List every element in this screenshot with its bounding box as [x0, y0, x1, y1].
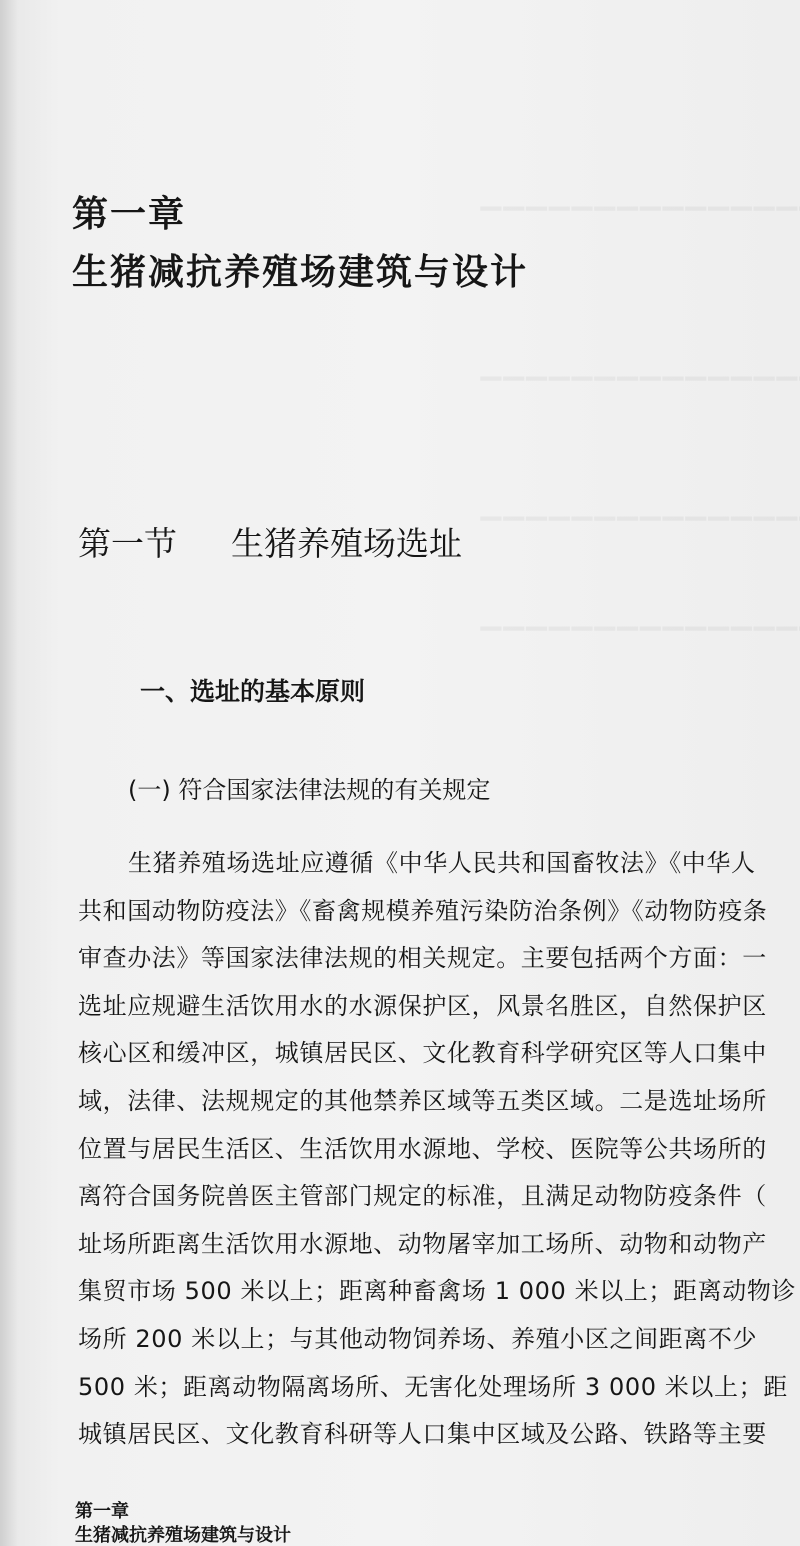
bleed-through-text: [180, 350, 800, 381]
body-line: 集贸市场 500 米以上；距离种畜禽场 1 000 米以上；距离动物诊: [78, 1277, 797, 1306]
footer-chapter-title: 生猪减抗养殖场建筑与设计: [75, 1525, 291, 1546]
page-footer: [75, 1500, 291, 1546]
body-line: 生猪养殖场选址应遵循《中华人民共和国畜牧法》《中华人: [128, 849, 756, 877]
section-title: 生猪养殖场选址: [231, 524, 462, 563]
binding-shadow: [0, 0, 18, 1546]
body-line: 核心区和缓冲区，城镇居民区、文化教育科学研究区等人口集中: [78, 1039, 767, 1068]
body-line: 场所 200 米以上；与其他动物饲养场、养殖小区之间距离不少: [78, 1324, 758, 1353]
subsection-heading: 一、选址的基本原则: [140, 677, 366, 706]
body-paragraph: [78, 840, 800, 1459]
body-line: 城镇居民区、文化教育科研等人口集中区域及公路、铁路等主要: [78, 1420, 767, 1449]
clause-heading: (一) 符合国家法律法规的有关规定: [128, 776, 491, 804]
chapter-title: 生猪减抗养殖场建筑与设计: [72, 252, 529, 293]
body-line: 审查办法》等国家法律法规的相关规定。主要包括两个方面：一: [78, 944, 767, 973]
body-line: 位置与居民生活区、生活饮用水源地、学校、医院等公共场所的: [78, 1134, 767, 1163]
body-line: 离符合国务院兽医主管部门规定的标准，且满足动物防疫条件（: [78, 1182, 767, 1211]
chapter-label: 第一章: [72, 194, 187, 235]
section-number: 第一节: [78, 524, 177, 563]
footer-chapter-label: 第一章: [75, 1501, 129, 1522]
section-heading: [78, 518, 462, 565]
body-line: 址场所距离生活饮用水源地、动物屠宰加工场所、动物和动物产: [78, 1229, 767, 1258]
body-line: 500 米；距离动物隔离场所、无害化处理场所 3 000 米以上；距: [78, 1372, 788, 1401]
body-line: 选址应规避生活饮用水的水源保护区，风景名胜区，自然保护区: [78, 991, 767, 1020]
body-line: 域，法律、法规规定的其他禁养区域等五类区域。二是选址场所: [78, 1086, 767, 1115]
body-line: 共和国动物防疫法》《畜禽规模养殖污染防治条例》《动物防疫条: [78, 896, 768, 925]
bleed-through-text: [180, 490, 800, 521]
bleed-through-text: [180, 180, 800, 211]
bleed-through-text: [180, 600, 800, 631]
